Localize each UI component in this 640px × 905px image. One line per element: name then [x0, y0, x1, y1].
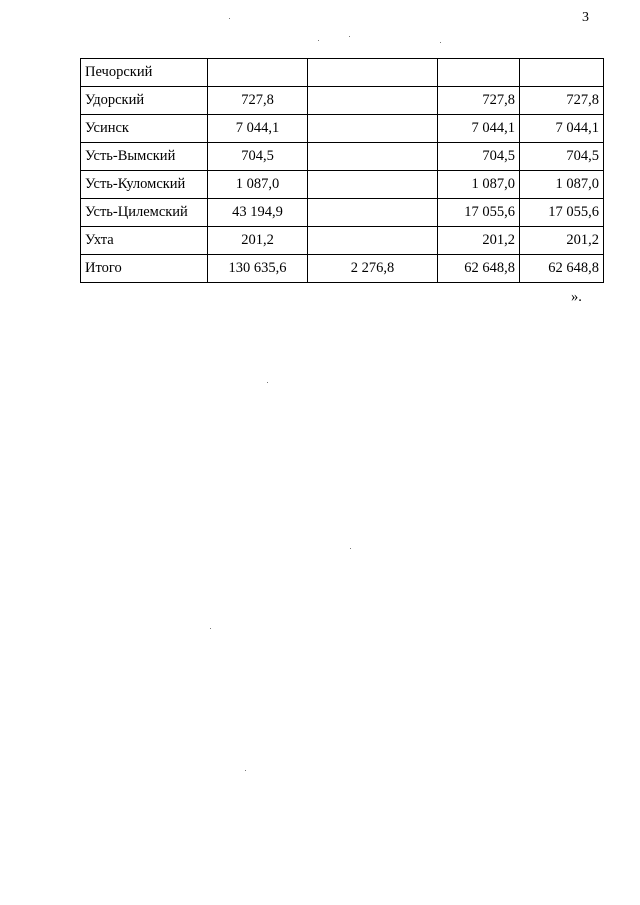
cell-col2	[308, 87, 438, 115]
table-row	[81, 227, 604, 255]
cell-col4: 7 044,1	[520, 115, 604, 143]
scan-speck	[245, 770, 246, 771]
cell-col4	[520, 59, 604, 87]
row-name: Ухта	[81, 227, 208, 255]
row-name: Усинск	[81, 115, 208, 143]
cell-col2	[308, 227, 438, 255]
closing-quote: ».	[571, 289, 582, 305]
cell-col4: 727,8	[520, 87, 604, 115]
cell-col3	[438, 59, 520, 87]
table-row	[81, 199, 604, 227]
cell-col2	[308, 115, 438, 143]
scan-speck	[349, 36, 350, 37]
row-name: Итого	[81, 255, 208, 283]
cell-col3: 727,8	[438, 87, 520, 115]
scan-speck	[210, 628, 211, 629]
table-row-total	[81, 255, 604, 283]
row-name: Усть-Цилемский	[81, 199, 208, 227]
cell-col1: 704,5	[208, 143, 308, 171]
cell-col1: 1 087,0	[208, 171, 308, 199]
table-row	[81, 59, 604, 87]
row-name: Печорский	[81, 59, 208, 87]
scan-speck	[350, 548, 351, 549]
scan-speck	[229, 18, 230, 19]
scan-speck	[267, 382, 268, 383]
cell-col3: 17 055,6	[438, 199, 520, 227]
cell-col3: 1 087,0	[438, 171, 520, 199]
table-row	[81, 115, 604, 143]
cell-col4: 1 087,0	[520, 171, 604, 199]
scan-speck	[440, 42, 441, 43]
cell-col2	[308, 59, 438, 87]
page-number: 3	[582, 10, 589, 25]
table-row	[81, 143, 604, 171]
row-name: Усть-Куломский	[81, 171, 208, 199]
cell-col2	[308, 143, 438, 171]
cell-col4: 17 055,6	[520, 199, 604, 227]
row-name: Удорский	[81, 87, 208, 115]
cell-col1: 7 044,1	[208, 115, 308, 143]
cell-col4: 201,2	[520, 227, 604, 255]
cell-col2	[308, 199, 438, 227]
cell-col3: 704,5	[438, 143, 520, 171]
row-name: Усть-Вымский	[81, 143, 208, 171]
cell-col3: 62 648,8	[438, 255, 520, 283]
cell-col1: 130 635,6	[208, 255, 308, 283]
cell-col1: 727,8	[208, 87, 308, 115]
cell-col3: 7 044,1	[438, 115, 520, 143]
scan-speck	[318, 40, 319, 41]
table-row	[81, 171, 604, 199]
cell-col4: 704,5	[520, 143, 604, 171]
cell-col1: 43 194,9	[208, 199, 308, 227]
table-row	[81, 87, 604, 115]
cell-col1: 201,2	[208, 227, 308, 255]
cell-col2: 2 276,8	[308, 255, 438, 283]
budget-table	[80, 58, 604, 283]
cell-col2	[308, 171, 438, 199]
cell-col1	[208, 59, 308, 87]
cell-col4: 62 648,8	[520, 255, 604, 283]
cell-col3: 201,2	[438, 227, 520, 255]
